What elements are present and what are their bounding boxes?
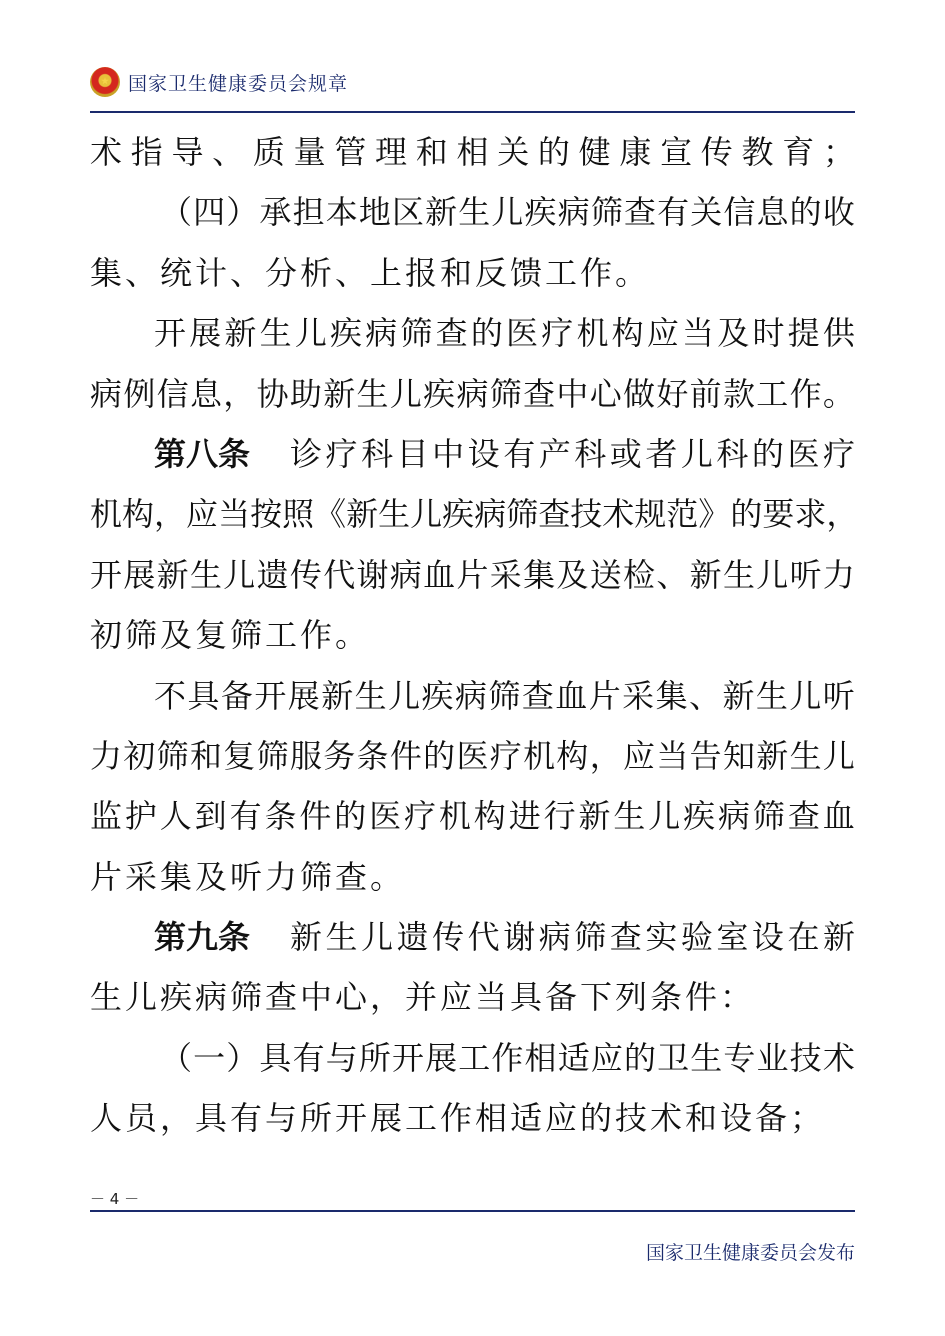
page-header — [90, 62, 855, 102]
article-9-heading-line: 第九条 新 生 儿 遗 传 代 谢 病 筛 查 实 验 室 设 在 新 — [90, 907, 855, 967]
article-number: 第九条 — [154, 918, 251, 957]
text-line: （ 四 ） 承 担 本 地 区 新 生 儿 疾 病 筛 查 有 关 信 息 的 收 — [160, 193, 855, 232]
document-body — [90, 122, 859, 1149]
text-line: 开 展 新 生 儿 疾 病 筛 查 的 医 疗 机 构 应 当 及 时 提 供 — [154, 314, 855, 353]
text-line: 片采集及听力筛查。 — [90, 857, 406, 896]
page-number: － 4 － — [90, 1190, 140, 1208]
text-line: 监 护 人 到 有 条 件 的 医 疗 机 构 进 行 新 生 儿 疾 病 筛 查 血 — [90, 797, 855, 836]
text-line: 病 例 信 息 ， 协 助 新 生 儿 疾 病 筛 查 中 心 做 好 前 款 工 作 。 — [90, 374, 855, 413]
text-line: 开 展 新 生 儿 遗 传 代 谢 病 血 片 采 集 及 送 检 、 新 生 儿 听 力 — [90, 555, 855, 594]
national-emblem-icon — [90, 67, 120, 97]
header-title: 国家卫生健康委员会规章 — [128, 72, 349, 95]
header-divider — [90, 111, 855, 113]
text-line: 术 指 导 、 质 量 管 理 和 相 关 的 健 康 宣 传 教 育 ； — [90, 133, 855, 171]
text-line: 初筛及复筛工作。 — [90, 616, 371, 655]
text-line: （ 一 ） 具 有 与 所 开 展 工 作 相 适 应 的 卫 生 专 业 技 术 — [160, 1038, 855, 1077]
publisher-label: 国家卫生健康委员会发布 — [645, 1242, 855, 1264]
footer-divider — [90, 1210, 855, 1212]
text-line: 生儿疾病筛查中心，并应当具备下列条件： — [90, 978, 756, 1017]
text-line: 力 初 筛 和 复 筛 服 务 条 件 的 医 疗 机 构 ， 应 当 告 知 新 生 儿 — [90, 736, 855, 775]
text-line: 不 具 备 开 展 新 生 儿 疾 病 筛 查 血 片 采 集 、 新 生 儿 听 — [154, 676, 855, 715]
text-line: 人员，具有与所开展工作相适应的技术和设备； — [90, 1099, 826, 1138]
article-8-heading-line: 第八条 诊 疗 科 目 中 设 有 产 科 或 者 儿 科 的 医 疗 — [90, 424, 855, 484]
text-line: 机 构 ， 应 当 按 照 《 新 生 儿 疾 病 筛 查 技 术 规 范 》 的 要 求 ， — [90, 495, 859, 534]
text-line: 集、统计、分析、上报和反馈工作。 — [90, 253, 651, 292]
article-number: 第八条 — [154, 434, 251, 473]
